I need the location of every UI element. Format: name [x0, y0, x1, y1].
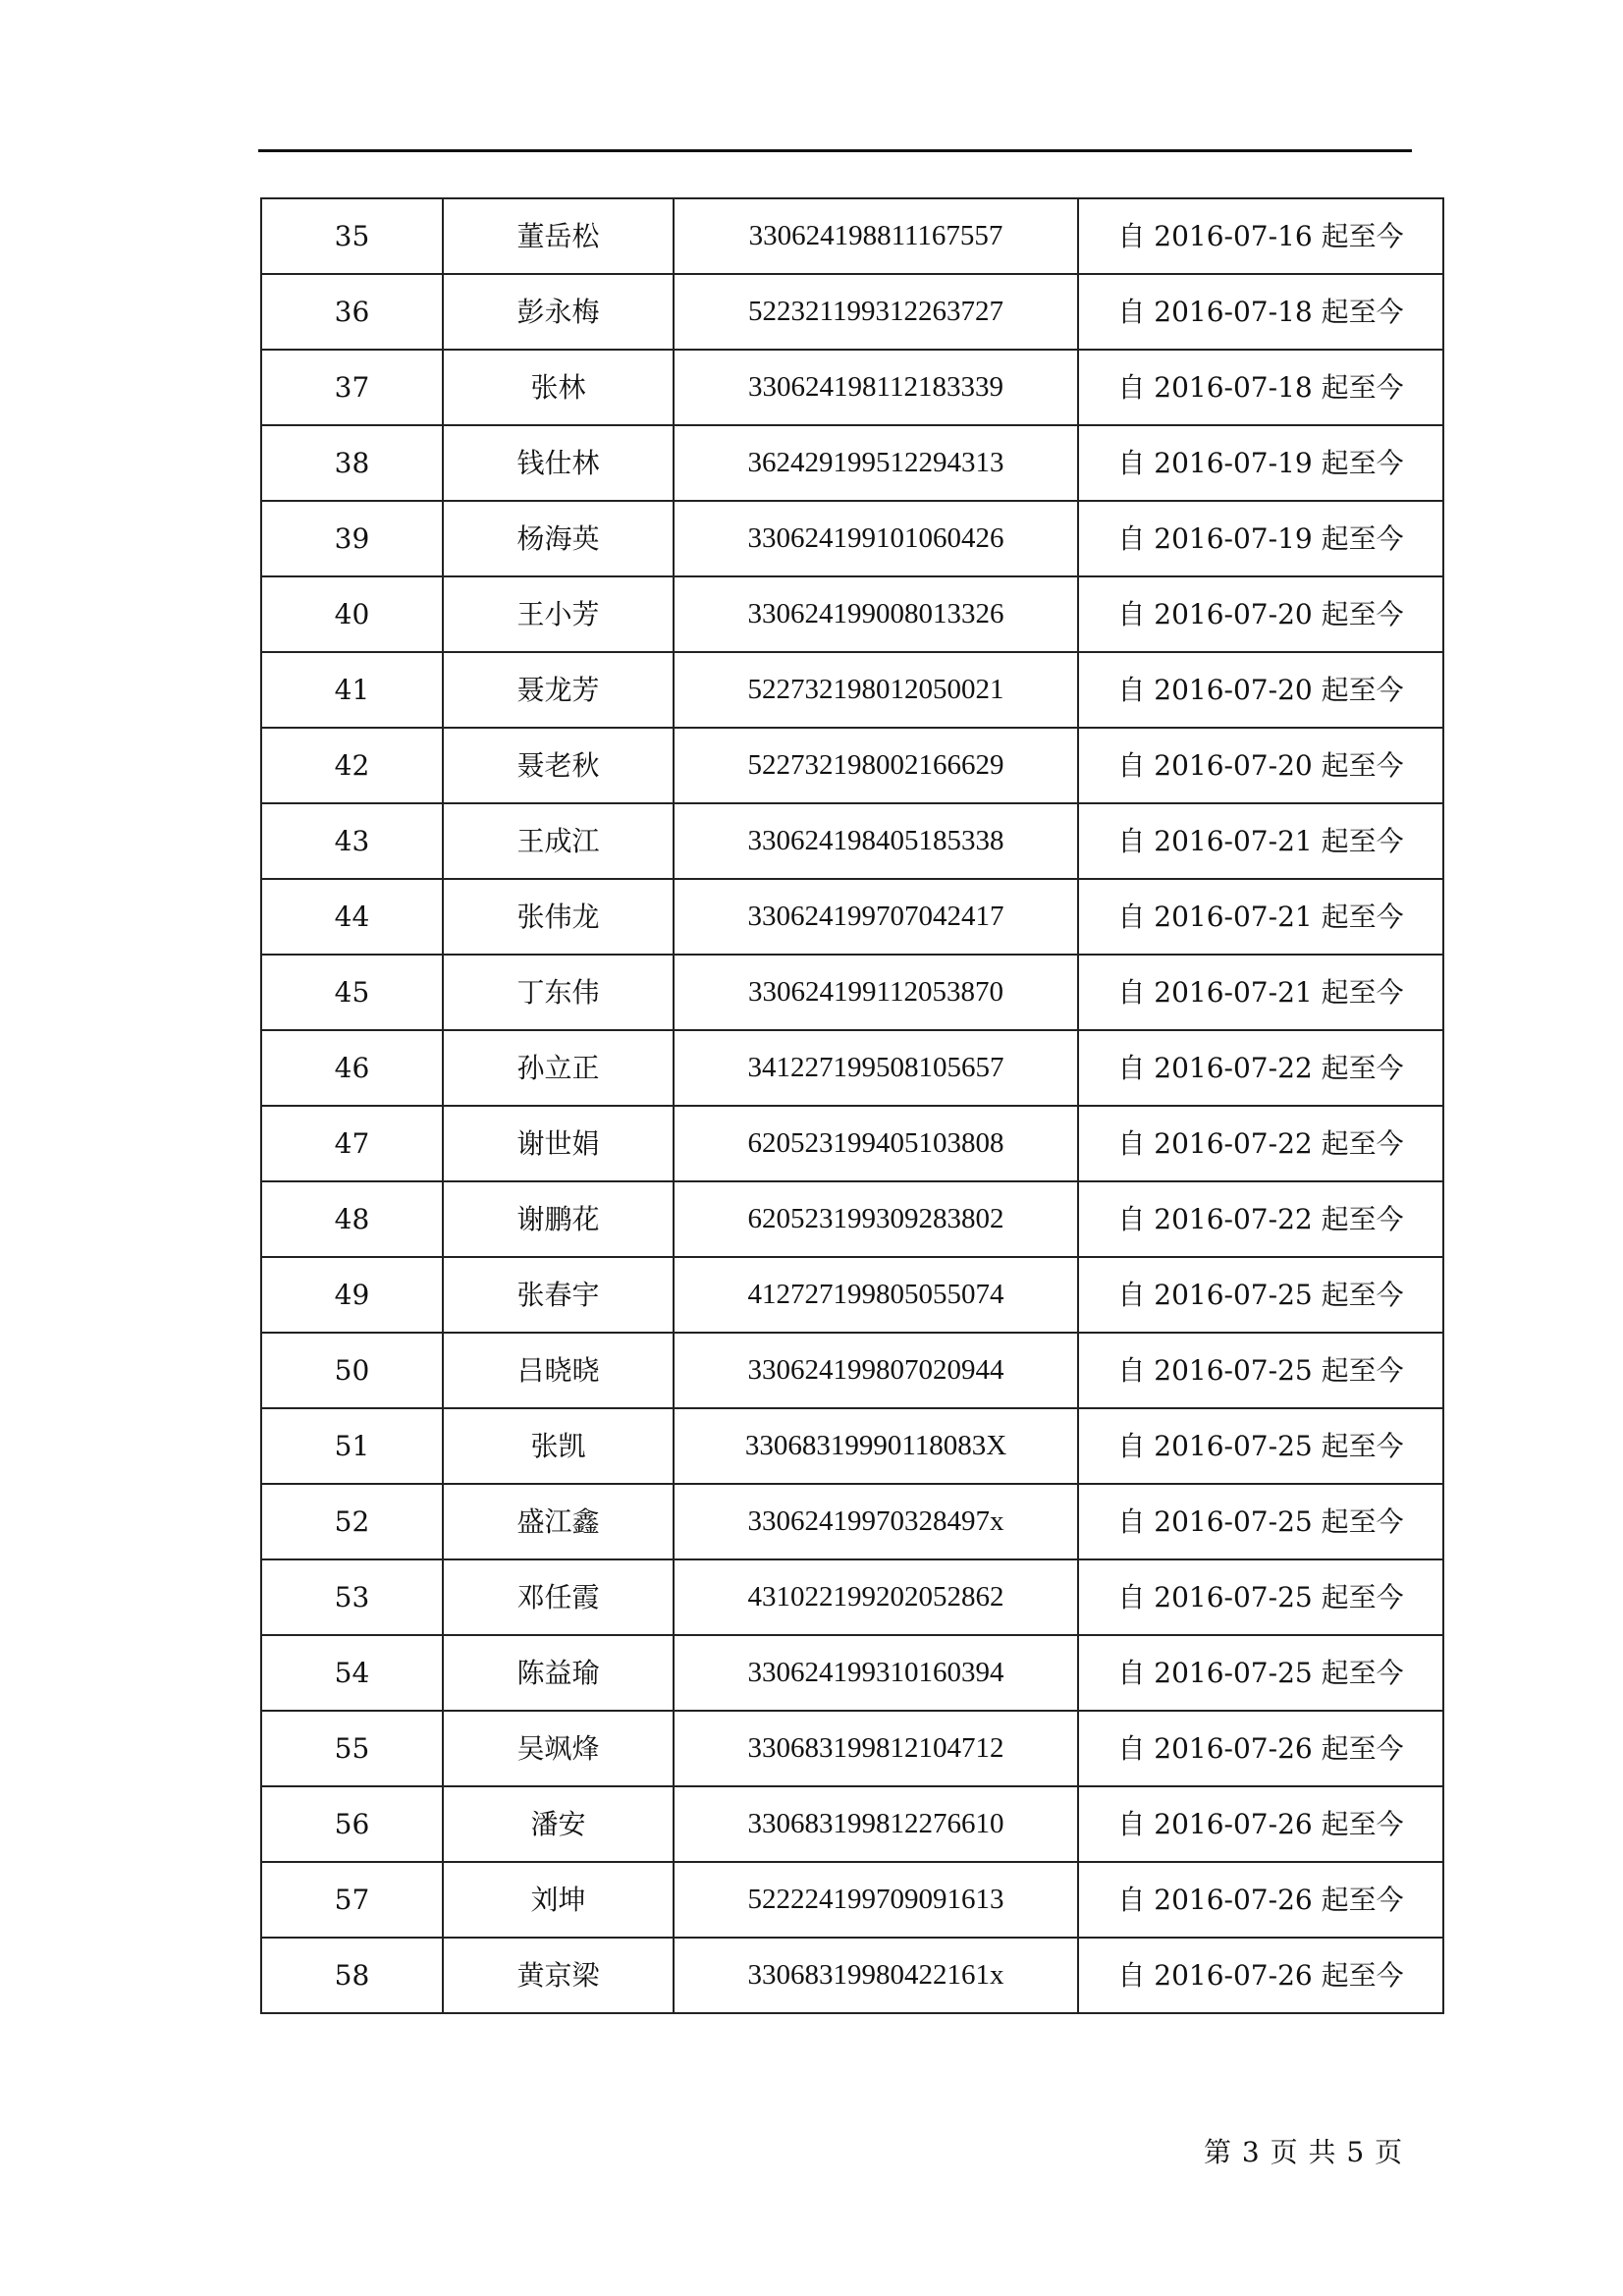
row-number-cell: 50 — [261, 1333, 443, 1408]
table-row — [261, 1484, 1443, 1559]
period-cell: 自 2016-07-21 起至今 — [1078, 803, 1443, 879]
row-number-cell: 57 — [261, 1862, 443, 1938]
table-row — [261, 955, 1443, 1030]
table-row — [261, 1862, 1443, 1938]
period-cell: 自 2016-07-20 起至今 — [1078, 728, 1443, 803]
person-name-cell: 吴飒烽 — [443, 1711, 674, 1786]
row-number-cell: 47 — [261, 1106, 443, 1181]
person-name-cell: 张伟龙 — [443, 879, 674, 955]
id-number-cell: 620523199405103808 — [674, 1106, 1078, 1181]
person-name-cell: 刘坤 — [443, 1862, 674, 1938]
id-number-cell: 33068319980422161x — [674, 1938, 1078, 2013]
table-row — [261, 274, 1443, 350]
row-number-cell: 56 — [261, 1786, 443, 1862]
id-number-cell: 341227199508105657 — [674, 1030, 1078, 1106]
period-cell: 自 2016-07-25 起至今 — [1078, 1408, 1443, 1484]
period-cell: 自 2016-07-26 起至今 — [1078, 1711, 1443, 1786]
id-number-cell: 522732198012050021 — [674, 652, 1078, 728]
period-cell: 自 2016-07-19 起至今 — [1078, 501, 1443, 576]
table-row — [261, 1106, 1443, 1181]
period-cell: 自 2016-07-21 起至今 — [1078, 955, 1443, 1030]
id-number-cell: 522224199709091613 — [674, 1862, 1078, 1938]
period-cell: 自 2016-07-20 起至今 — [1078, 576, 1443, 652]
person-name-cell: 聂龙芳 — [443, 652, 674, 728]
period-cell: 自 2016-07-19 起至今 — [1078, 425, 1443, 501]
id-number-cell: 330683199812276610 — [674, 1786, 1078, 1862]
person-name-cell: 张凯 — [443, 1408, 674, 1484]
table-row — [261, 803, 1443, 879]
id-number-cell: 522732198002166629 — [674, 728, 1078, 803]
row-number-cell: 49 — [261, 1257, 443, 1333]
person-name-cell: 丁东伟 — [443, 955, 674, 1030]
table-row — [261, 1711, 1443, 1786]
id-number-cell: 330624199707042417 — [674, 879, 1078, 955]
table-row — [261, 1333, 1443, 1408]
person-name-cell: 吕晓晓 — [443, 1333, 674, 1408]
id-number-cell: 330624199112053870 — [674, 955, 1078, 1030]
person-name-cell: 王小芳 — [443, 576, 674, 652]
person-name-cell: 董岳松 — [443, 198, 674, 274]
table-row — [261, 501, 1443, 576]
row-number-cell: 53 — [261, 1559, 443, 1635]
table-row — [261, 576, 1443, 652]
table-row — [261, 425, 1443, 501]
row-number-cell: 40 — [261, 576, 443, 652]
row-number-cell: 41 — [261, 652, 443, 728]
person-name-cell: 陈益瑜 — [443, 1635, 674, 1711]
id-number-cell: 431022199202052862 — [674, 1559, 1078, 1635]
row-number-cell: 54 — [261, 1635, 443, 1711]
id-number-cell: 330624198112183339 — [674, 350, 1078, 425]
row-number-cell: 44 — [261, 879, 443, 955]
table-row — [261, 652, 1443, 728]
period-cell: 自 2016-07-21 起至今 — [1078, 879, 1443, 955]
period-cell: 自 2016-07-18 起至今 — [1078, 274, 1443, 350]
period-cell: 自 2016-07-16 起至今 — [1078, 198, 1443, 274]
id-number-cell: 33062419970328497x — [674, 1484, 1078, 1559]
person-name-cell: 杨海英 — [443, 501, 674, 576]
id-number-cell: 33068319990118083X — [674, 1408, 1078, 1484]
row-number-cell: 55 — [261, 1711, 443, 1786]
row-number-cell: 38 — [261, 425, 443, 501]
row-number-cell: 48 — [261, 1181, 443, 1257]
table-row — [261, 728, 1443, 803]
period-cell: 自 2016-07-18 起至今 — [1078, 350, 1443, 425]
row-number-cell: 42 — [261, 728, 443, 803]
period-cell: 自 2016-07-22 起至今 — [1078, 1181, 1443, 1257]
table-row — [261, 1408, 1443, 1484]
period-cell: 自 2016-07-26 起至今 — [1078, 1938, 1443, 2013]
period-cell: 自 2016-07-22 起至今 — [1078, 1030, 1443, 1106]
table-row — [261, 1559, 1443, 1635]
period-cell: 自 2016-07-22 起至今 — [1078, 1106, 1443, 1181]
id-number-cell: 522321199312263727 — [674, 274, 1078, 350]
person-name-cell: 孙立正 — [443, 1030, 674, 1106]
period-cell: 自 2016-07-26 起至今 — [1078, 1862, 1443, 1938]
id-number-cell: 330683199812104712 — [674, 1711, 1078, 1786]
person-name-cell: 王成江 — [443, 803, 674, 879]
table-row — [261, 1786, 1443, 1862]
period-cell: 自 2016-07-26 起至今 — [1078, 1786, 1443, 1862]
person-name-cell: 聂老秋 — [443, 728, 674, 803]
period-cell: 自 2016-07-25 起至今 — [1078, 1484, 1443, 1559]
person-name-cell: 钱仕林 — [443, 425, 674, 501]
person-name-cell: 彭永梅 — [443, 274, 674, 350]
person-name-cell: 谢鹏花 — [443, 1181, 674, 1257]
person-name-cell: 谢世娟 — [443, 1106, 674, 1181]
row-number-cell: 45 — [261, 955, 443, 1030]
id-number-cell: 330624199008013326 — [674, 576, 1078, 652]
roster-table — [260, 197, 1444, 2014]
person-name-cell: 张林 — [443, 350, 674, 425]
person-name-cell: 张春宇 — [443, 1257, 674, 1333]
table-row — [261, 1635, 1443, 1711]
table-row — [261, 1257, 1443, 1333]
id-number-cell: 412727199805055074 — [674, 1257, 1078, 1333]
person-name-cell: 盛江鑫 — [443, 1484, 674, 1559]
row-number-cell: 39 — [261, 501, 443, 576]
person-name-cell: 黄京梁 — [443, 1938, 674, 2013]
id-number-cell: 330624198405185338 — [674, 803, 1078, 879]
table-row — [261, 350, 1443, 425]
row-number-cell: 36 — [261, 274, 443, 350]
header-rule — [258, 149, 1412, 152]
period-cell: 自 2016-07-20 起至今 — [1078, 652, 1443, 728]
table-row — [261, 1938, 1443, 2013]
period-cell: 自 2016-07-25 起至今 — [1078, 1559, 1443, 1635]
row-number-cell: 51 — [261, 1408, 443, 1484]
id-number-cell: 330624199310160394 — [674, 1635, 1078, 1711]
id-number-cell: 330624199101060426 — [674, 501, 1078, 576]
period-cell: 自 2016-07-25 起至今 — [1078, 1257, 1443, 1333]
row-number-cell: 43 — [261, 803, 443, 879]
table-row — [261, 1030, 1443, 1106]
row-number-cell: 35 — [261, 198, 443, 274]
period-cell: 自 2016-07-25 起至今 — [1078, 1635, 1443, 1711]
id-number-cell: 330624199807020944 — [674, 1333, 1078, 1408]
person-name-cell: 邓任霞 — [443, 1559, 674, 1635]
person-name-cell: 潘安 — [443, 1786, 674, 1862]
id-number-cell: 330624198811167557 — [674, 198, 1078, 274]
table-row — [261, 1181, 1443, 1257]
row-number-cell: 37 — [261, 350, 443, 425]
table-row — [261, 879, 1443, 955]
row-number-cell: 46 — [261, 1030, 443, 1106]
page-number: 第 3 页 共 5 页 — [1204, 2136, 1404, 2168]
row-number-cell: 52 — [261, 1484, 443, 1559]
id-number-cell: 620523199309283802 — [674, 1181, 1078, 1257]
roster-table-body — [261, 198, 1443, 2013]
id-number-cell: 362429199512294313 — [674, 425, 1078, 501]
table-row — [261, 198, 1443, 274]
row-number-cell: 58 — [261, 1938, 443, 2013]
period-cell: 自 2016-07-25 起至今 — [1078, 1333, 1443, 1408]
